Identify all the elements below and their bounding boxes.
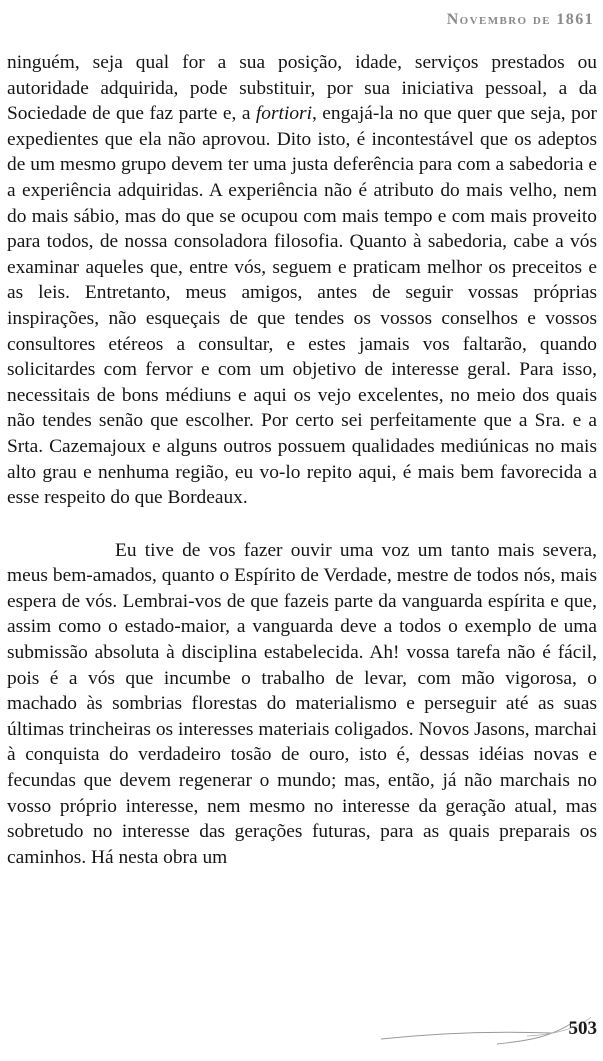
page-body <box>7 50 597 870</box>
paragraph-1 <box>7 50 597 511</box>
paragraph-1-italic: fortiori <box>255 103 312 125</box>
page-number: 503 <box>568 1018 597 1039</box>
paragraph-1-text-b: , engajá-la no que quer que seja, por expedientes que ela não aprovou. Dito isto, é incontestável que os adeptos de um mesmo grupo devem ter uma justa deferência para com a sabedoria e a experiência adquiridas. A experiência não é atributo do mais velho, nem do mais sábio, mas do que se ocupou com mais tempo e com mais proveito para todos, de nossa consoladora filosofia. Quanto à sabedoria, cabe a vós examinar aqueles que, entre vós, seguem e praticam melhor os preceitos e as leis. Entretanto, meus amigos, antes de seguir vossas próprias inspirações, não esqueçais de que tendes os vossos conselhos e vossos consultores etéreos a consultar, e estes jamais vos faltarão, quando solicitardes com fervor e com um objetivo de interesse geral. Para isso, necessitais de bons médiuns e aqui os vejo excelentes, no meio dos quais não tendes senão que escolher. Por certo sei perfeitamente que a Sra. e a Srta. Cazemajoux e alguns outros possuem qualidades mediúnicas no mais alto grau e nenhuma região, eu vo-lo repito aqui, é mais bem favorecida a esse respeito do que Bordeaux. <box>7 103 597 509</box>
paragraph-2: Eu tive de vos fazer ouvir uma voz um tanto mais severa, meus bem-amados, quanto o Espírito de Verdade, mestre de todos nós, mais espera de vós. Lembrai-vos de que fazeis parte da vanguarda espírita e que, assim como o estado-maior, a vanguarda deve a todos o exemplo de uma submissão absoluta à disciplina estabelecida. Ah! vossa tarefa não é fácil, pois é a vós que incumbe o trabalho de levar, com mão vigorosa, o machado às sombrias florestas do materialismo e perseguir até as suas últimas trincheiras os interesses materiais coligados. Novos Jasons, marchai à conquista do verdadeiro tosão de ouro, isto é, dessas idéias novas e fecundas que devem regenerar o mundo; mas, então, já não marchais no vosso próprio interesse, nem mesmo no interesse da geração atual, mas sobretudo no interesse das gerações futuras, para as quais preparais os caminhos. Há nesta obra um <box>7 539 597 868</box>
page-folio <box>377 1009 597 1049</box>
folio-swash-icon <box>377 1009 597 1049</box>
running-header: Novembro de 1861 <box>446 11 594 28</box>
paragraph-1-text-a: ninguém, seja qual for a sua posição, idade, serviços prestados ou autoridade adquirida, pode substituir, por sua iniciativa pessoal, a da Sociedade de que faz parte e, a <box>7 52 597 125</box>
